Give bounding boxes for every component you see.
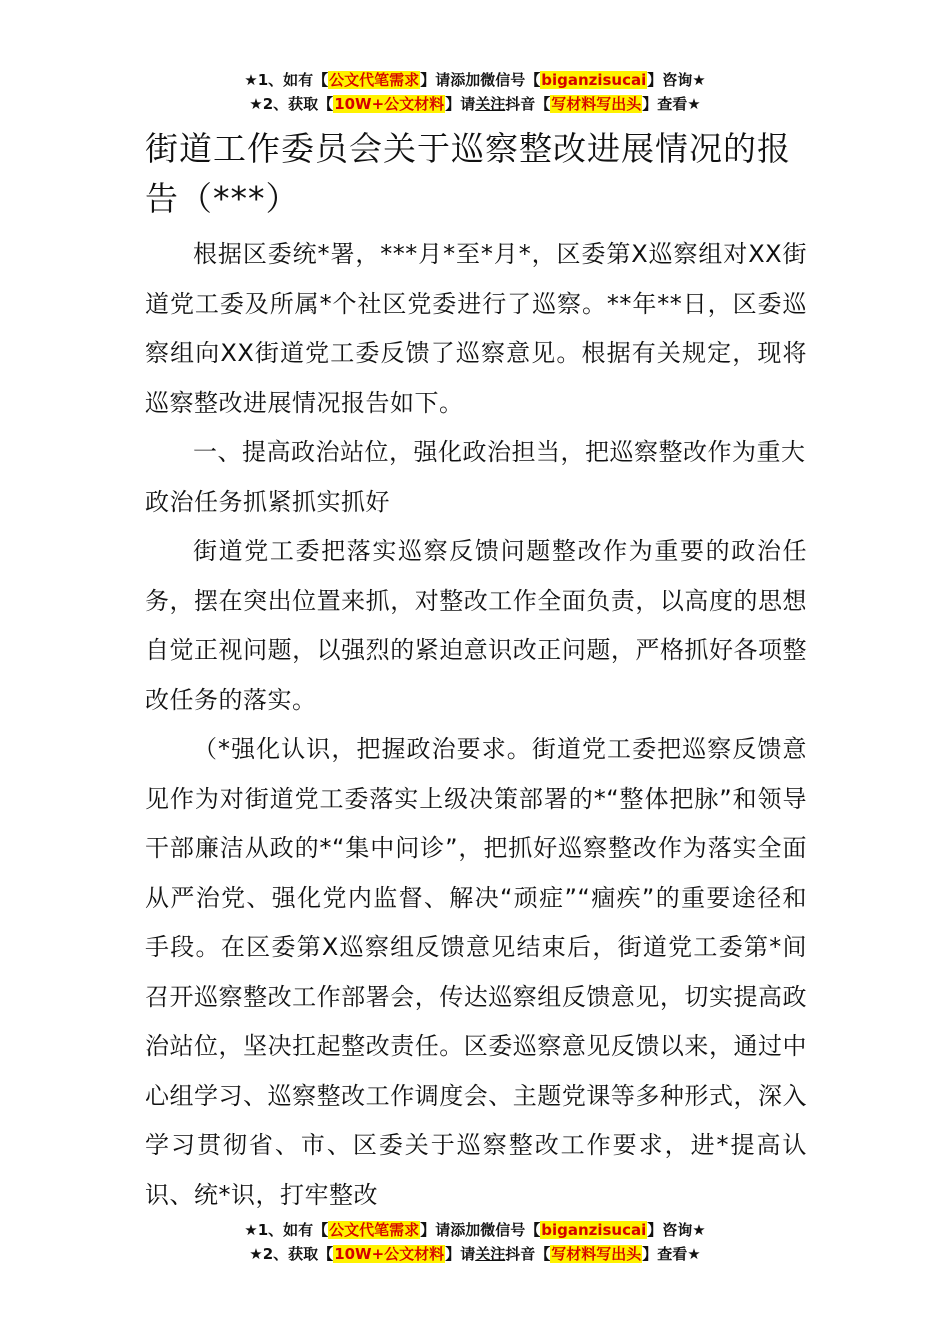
section-heading: 一、提高政治站位，强化政治担当，把巡察整改作为重大政治任务抓紧抓实抓好 [145, 438, 806, 516]
banner-text: ★2、获取【 [249, 95, 334, 113]
banner-highlight: 公文代笔需求 [329, 71, 420, 89]
document-title: 街道工作委员会关于巡察整改进展情况的报告（***） [145, 129, 791, 218]
banner-underline: 关注 [475, 1245, 506, 1263]
banner-text: 】咨询★ [647, 1221, 706, 1239]
banner-text: 】请 [445, 1245, 476, 1263]
banner-text: 】请 [445, 95, 476, 113]
banner-line-1 [0, 68, 950, 92]
banner-text: 】查看★ [642, 95, 701, 113]
banner-line-2 [0, 1242, 950, 1266]
banner-text: 】咨询★ [647, 71, 706, 89]
intro-paragraph: 根据区委统*署，***月*至*月*，区委第X巡察组对XX街道党工委及所属*个社区党委进行了巡察。**年**日，区委巡察组向XX街道党工委反馈了巡察意见。根据有关规定，现将巡察整改进展情况报告如下。 [145, 240, 807, 417]
banner-highlight: 写材料写出头 [551, 1245, 642, 1263]
section-paragraph: 街道党工委把落实巡察反馈问题整改作为重要的政治任务，摆在突出位置来抓，对整改工作全面负责，以高度的思想自觉正视问题，以强烈的紧迫意识改正问题，严格抓好各项整改任务的落实。 [145, 537, 807, 714]
banner-text: 】查看★ [642, 1245, 701, 1263]
banner-underline: 关注 [475, 95, 506, 113]
banner-highlight: 写材料写出头 [551, 95, 642, 113]
footer-banner [0, 1218, 950, 1266]
banner-text: ★1、如有【 [244, 71, 329, 89]
banner-highlight: 公文代笔需求 [329, 1221, 420, 1239]
banner-text: 抖音【 [505, 1245, 551, 1263]
banner-highlight: 10W+公文材料 [334, 95, 445, 113]
banner-line-2 [0, 92, 950, 116]
banner-text: 】请添加微信号【 [420, 71, 541, 89]
header-banner [0, 68, 950, 116]
banner-text: ★1、如有【 [244, 1221, 329, 1239]
banner-text: ★2、获取【 [249, 1245, 334, 1263]
banner-highlight: 10W+公文材料 [334, 1245, 445, 1263]
banner-highlight: biganzisucai [541, 71, 647, 89]
banner-highlight: biganzisucai [541, 1221, 647, 1239]
document-page [145, 124, 807, 1220]
banner-line-1 [0, 1218, 950, 1242]
banner-text: 抖音【 [505, 95, 551, 113]
section-item-paragraph: （*强化认识，把握政治要求。街道党工委把巡察反馈意见作为对街道党工委落实上级决策部署的*“整体把脉”和领导干部廉洁从政的*“集中问诊”，把抓好巡察整改作为落实全面从严治党、强化党内监督、解决“顽症”“痼疾”的重要途径和手段。在区委第X巡察组反馈意见结束后，街道党工委第*间召开巡察整改工作部署会，传达巡察组反馈意见，切实提高政治站位，坚决扛起整改责任。区委巡察意见反馈以来，通过中心组学习、巡察整改工作调度会、主题党课等多种形式，深入学习贯彻省、市、区委关于巡察整改工作要求，进*提高认识、统*识，打牢整改 [145, 735, 807, 1209]
banner-text: 】请添加微信号【 [420, 1221, 541, 1239]
